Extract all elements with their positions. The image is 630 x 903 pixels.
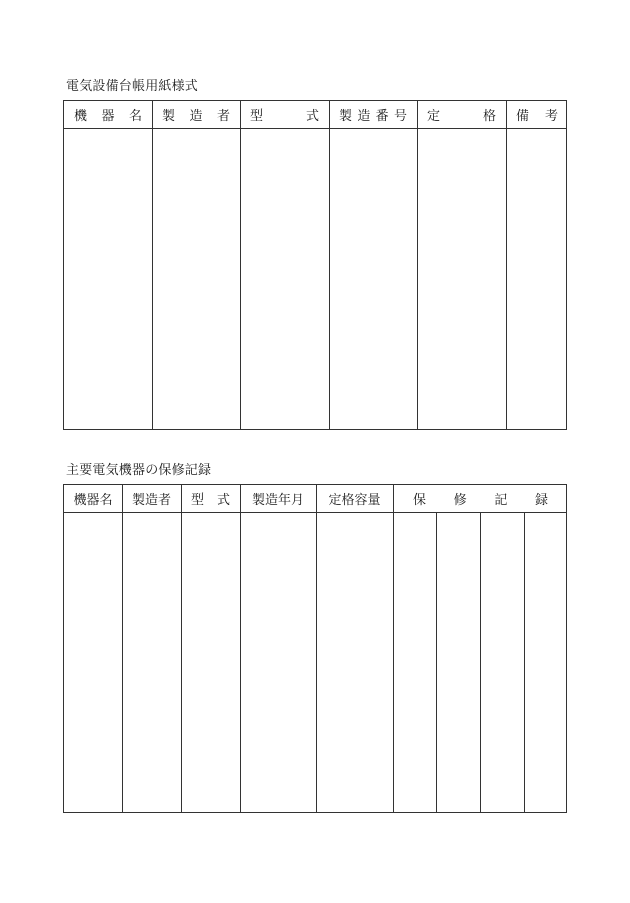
header-char: 番 — [375, 109, 389, 124]
column-divider — [417, 101, 418, 429]
header-char: 備 — [516, 109, 530, 124]
header-char: 号 — [393, 109, 407, 124]
maintenance-record-table — [63, 484, 567, 813]
header-char: 録 — [534, 493, 548, 508]
column-divider — [181, 485, 182, 812]
header-char: 式 — [305, 109, 319, 124]
header-char: 機 — [74, 109, 88, 124]
header-equipment-name: 機器名 — [73, 493, 113, 508]
header-char: 型 — [191, 493, 205, 508]
column-divider — [316, 485, 317, 812]
header-manufacturer — [152, 101, 240, 128]
header-char: 修 — [453, 493, 467, 508]
header-model — [181, 485, 240, 512]
header-divider — [64, 512, 566, 513]
record-subcolumn-divider — [480, 512, 481, 812]
record-subcolumn-divider — [524, 512, 525, 812]
section-title-maintenance: 主要電気機器の保修記録 — [66, 463, 212, 478]
header-equipment-name — [64, 101, 152, 128]
column-divider — [122, 485, 123, 812]
header-model — [240, 101, 329, 128]
header-char: 記 — [494, 493, 508, 508]
header-char: 者 — [216, 109, 230, 124]
column-divider — [240, 485, 241, 812]
header-char: 器 — [101, 109, 115, 124]
header-rated-capacity: 定格容量 — [328, 493, 381, 508]
header-remarks — [506, 101, 568, 128]
header-char: 製 — [162, 109, 176, 124]
header-rating — [417, 101, 506, 128]
header-char: 製 — [339, 109, 353, 124]
header-divider — [64, 128, 566, 129]
header-char: 造 — [357, 109, 371, 124]
header-maintenance-record — [393, 485, 568, 512]
section-title-ledger: 電気設備台帳用紙様式 — [66, 79, 199, 94]
column-divider — [240, 101, 241, 429]
equipment-ledger-table — [63, 100, 567, 430]
header-char: 型 — [250, 109, 264, 124]
header-serial-number — [329, 101, 417, 128]
header-char: 考 — [544, 109, 558, 124]
header-char: 定 — [427, 109, 441, 124]
column-divider — [152, 101, 153, 429]
header-char: 格 — [482, 109, 496, 124]
header-char: 名 — [128, 109, 142, 124]
header-char: 式 — [216, 493, 230, 508]
header-manufacturer: 製造者 — [131, 493, 171, 508]
header-char: 造 — [189, 109, 203, 124]
header-char: 保 — [413, 493, 427, 508]
header-manufacture-date: 製造年月 — [251, 493, 304, 508]
column-divider — [393, 485, 394, 812]
column-divider — [329, 101, 330, 429]
column-divider — [506, 101, 507, 429]
record-subcolumn-divider — [436, 512, 437, 812]
